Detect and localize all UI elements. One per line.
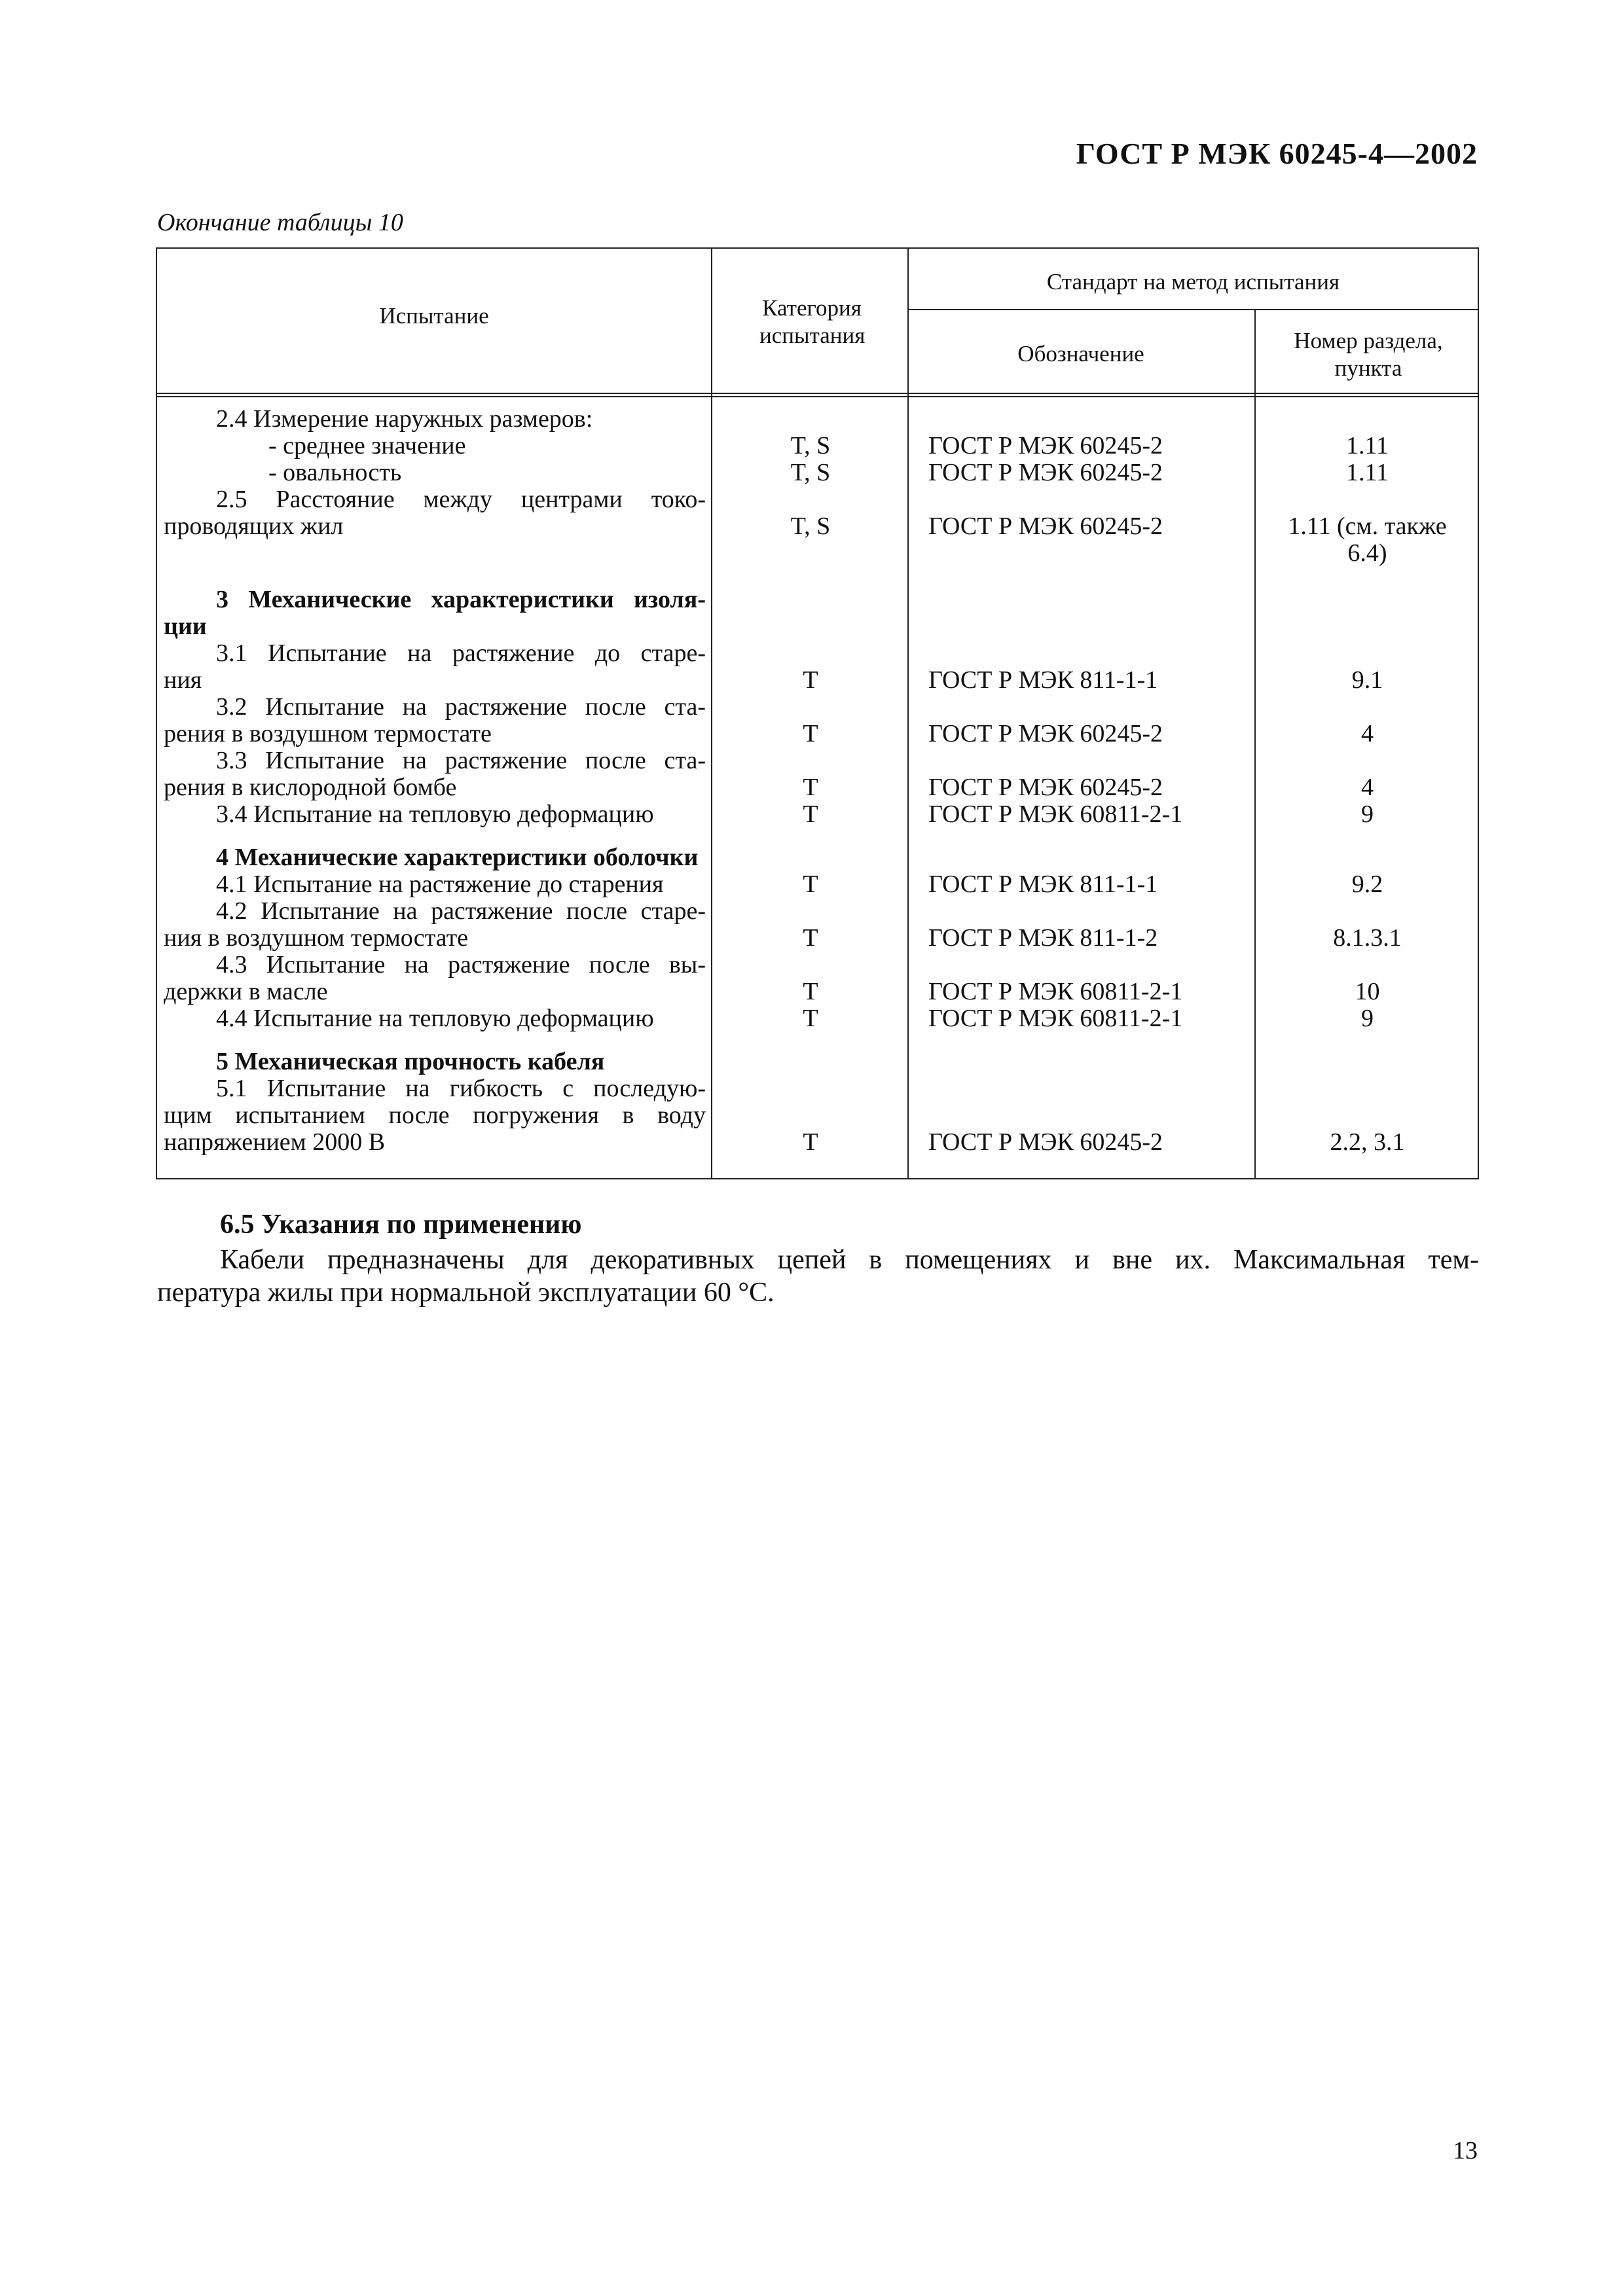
- header-bottom-rule: [157, 393, 1478, 394]
- header-test: Испытание: [379, 303, 489, 329]
- column-divider: [907, 249, 909, 1178]
- section-heading-6-5: 6.5 Указания по применению: [220, 1210, 582, 1240]
- header-section-number: Номер раздела, пункта: [1294, 328, 1443, 381]
- header-bottom-rule-2: [157, 396, 1478, 397]
- header-standard: Стандарт на метод испытания: [1046, 269, 1340, 295]
- test-table: Испытание Категория испытания Стандарт на метод испытания Обозначение Номер раздела, пункта 2.4 Измерение наружных размеров: - среднее значение T, S ГОСТ Р МЭК 60245-2 1.11 - овальность T, S ГОСТ Р МЭК 60245-2 1.11 2.5 Расстояние между центрами токо- проводящих жил T, S ГОСТ Р МЭК 60245-2 1.11 (см. также 6.4) 3 Механические характеристики изоля- ции 3.1 Испытание на растяжение до старе- ния T ГОСТ Р МЭК 811-1-1 9.1 3.2 Испытание на растяжение после ста- рения в воздушном термостате T ГОСТ Р МЭК 60245-2 4 3.3 Испытание на растяжение после ста- рения в кислородной бомбе T ГОСТ Р МЭК 60245-2 4 3.4 Испытание на тепловую деформацию T ГОСТ Р МЭК 60811-2-1 9 4 Механические характеристики оболочки 4.1 Испытание на растяжение до старения T ГОСТ Р МЭК 811-1-1 9.2 4.2 Испытание на растяжение после старе- ния в воздушном термостате T ГОСТ Р МЭК 811-1-2 8.1.3.1 4.3 Испытание на растяжение после вы- держки в масле T ГОСТ Р МЭК 60811-2-1 10 4.4 Испытание на тепловую деформацию T ГОСТ Р МЭК 60811-2-1 9 5 Механическая прочность кабеля 5.1 Испытание на гибкость с последую- щим испытанием после погружения в воду напряжением 2000 В T ГОСТ Р МЭК 60245-2 2.2, 3.1: [156, 247, 1479, 1179]
- document-code: ГОСТ Р МЭК 60245-4—2002: [1076, 137, 1478, 170]
- section-6-5-paragraph: Кабели предназначены для декоративных цепей в помещениях и вне их. Максимальная тем- пература жилы при нормальной эксплуатации 60 °С.: [157, 1245, 1479, 1308]
- page-number: 13: [1453, 2137, 1478, 2164]
- table-caption: Окончание таблицы 10: [157, 209, 403, 236]
- header-divider: [907, 309, 1478, 310]
- header-designation: Обозначение: [1017, 341, 1144, 367]
- header-category: Категория испытания: [759, 295, 866, 348]
